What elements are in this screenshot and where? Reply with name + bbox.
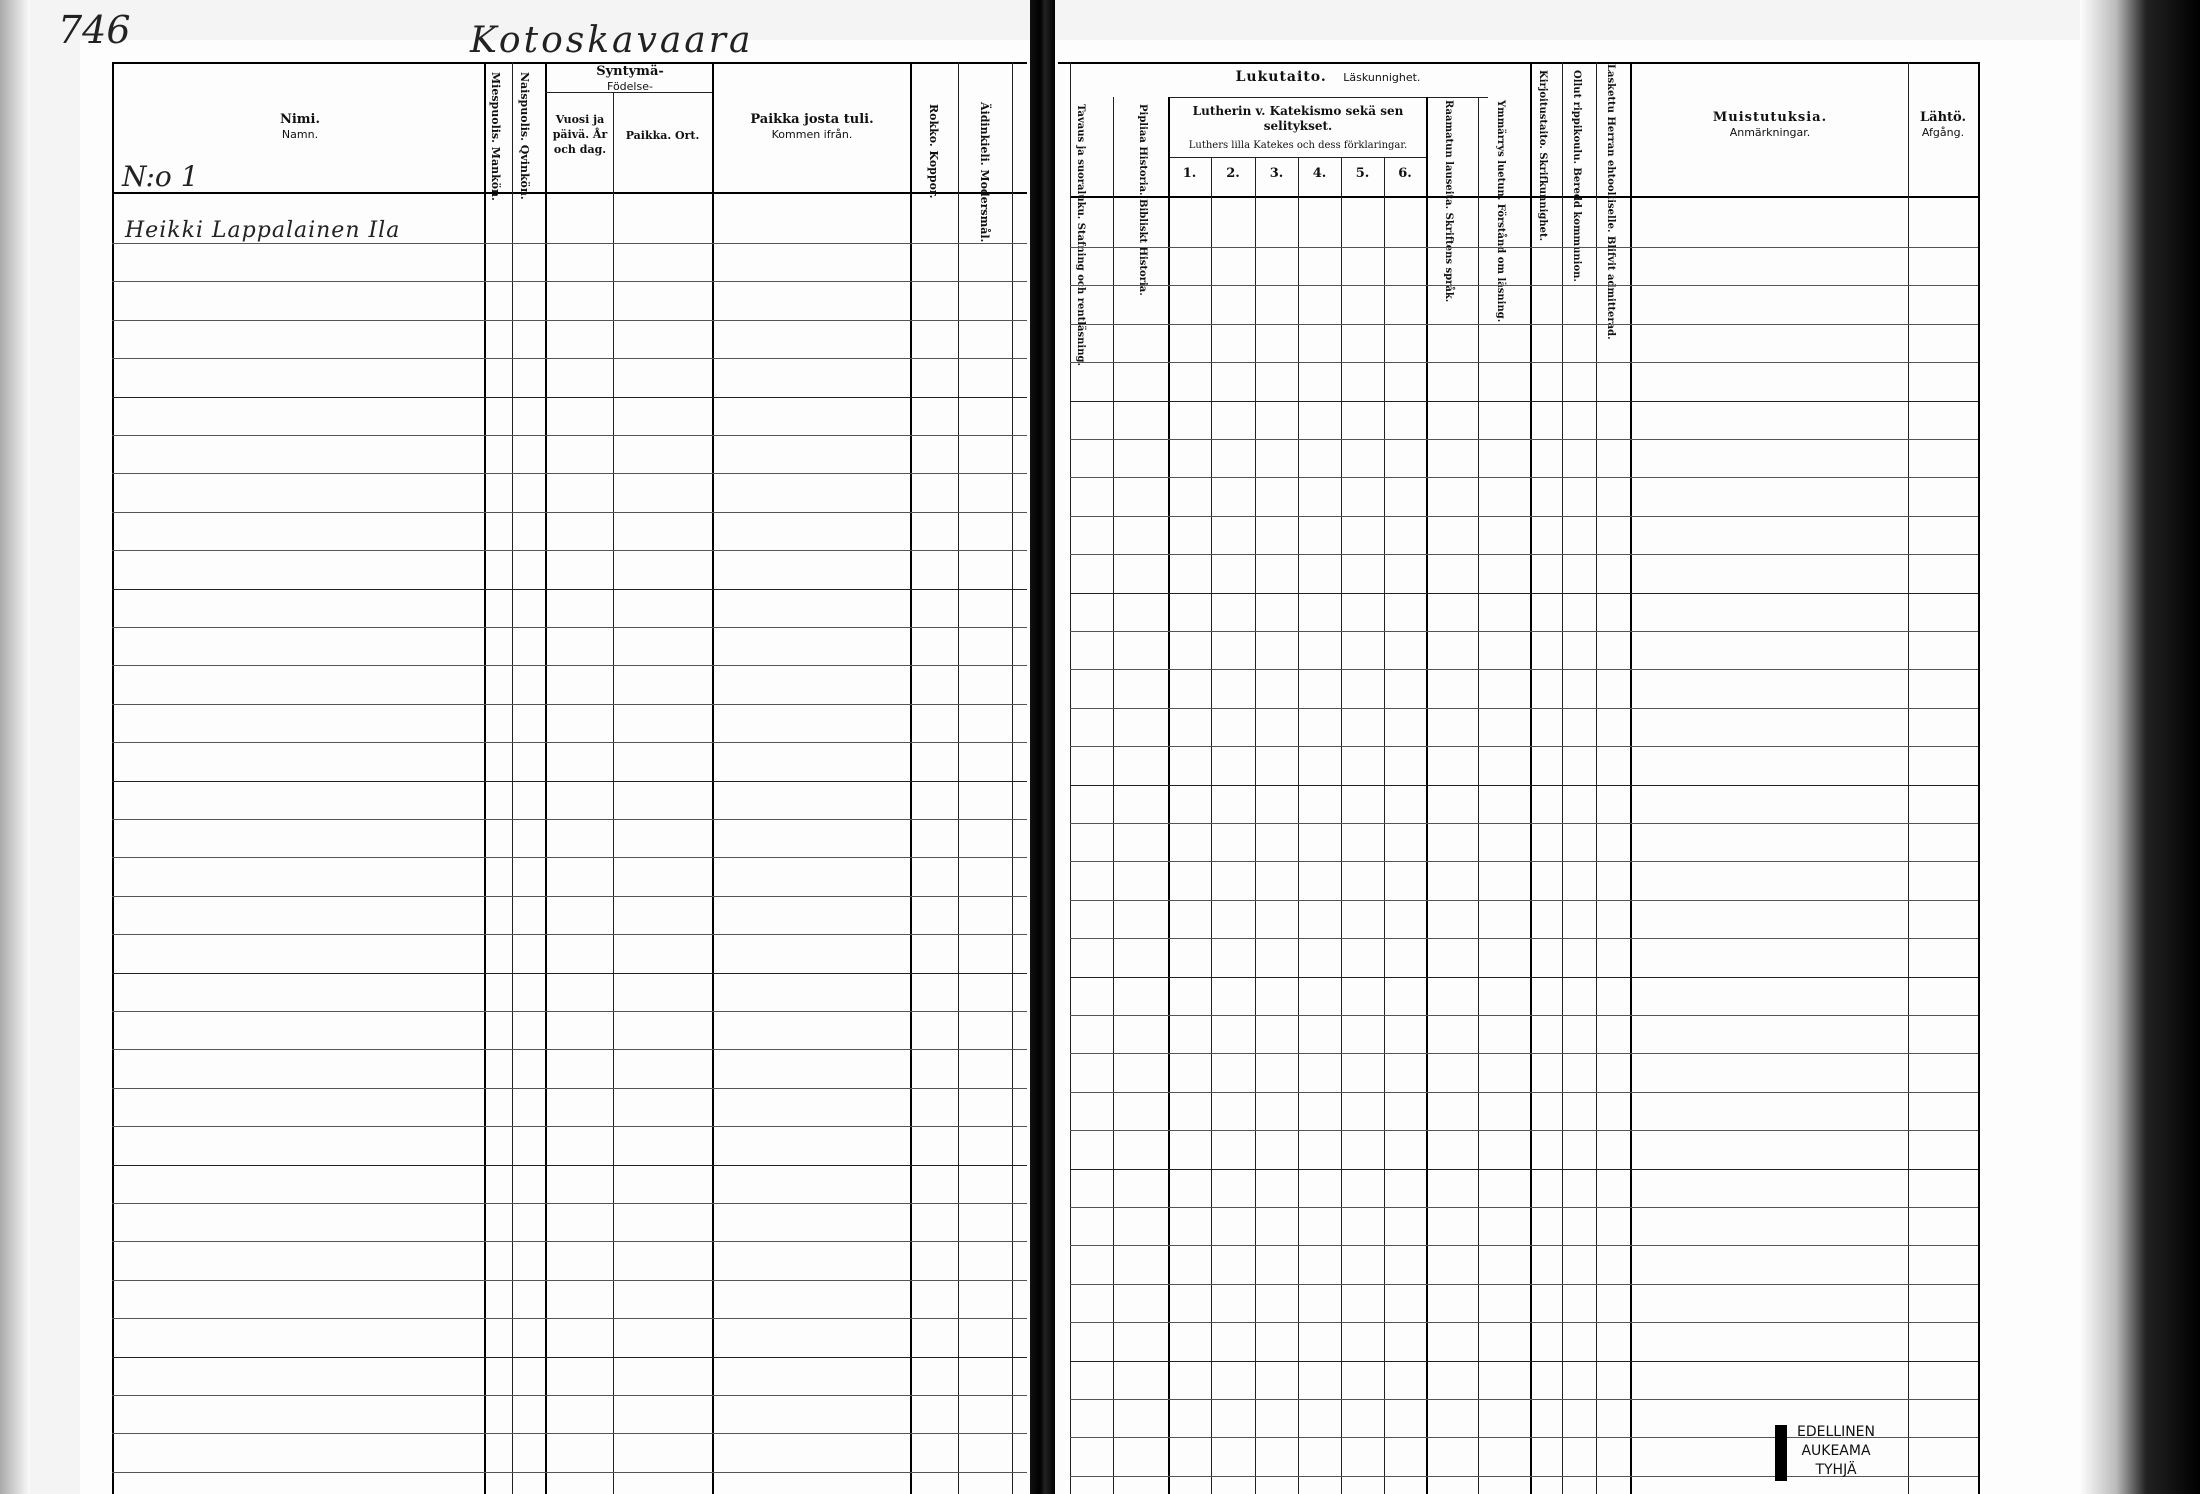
remarks-header-sv: Anmärkningar. — [1729, 126, 1811, 139]
village-title: Kotoskavaara — [470, 20, 754, 61]
birth-place-header: Paikka. Ort. — [625, 129, 700, 142]
left-row-line — [112, 281, 1027, 282]
left-row-line — [112, 742, 1027, 743]
right-row-line — [1070, 1053, 1978, 1054]
right-row-line — [1070, 1130, 1978, 1131]
right-row-line — [1070, 1015, 1978, 1016]
left-row-line — [112, 589, 1027, 590]
right-row-line — [1070, 401, 1978, 402]
left-row-line — [112, 1203, 1027, 1204]
left-row-line — [112, 550, 1027, 551]
right-row-line — [1070, 247, 1978, 248]
left-row-line — [112, 1088, 1027, 1089]
right-row-line — [1070, 785, 1978, 786]
left-row-line — [112, 1126, 1027, 1127]
right-col-line — [1211, 157, 1212, 1494]
entry-name: Heikki Lappalainen Ila — [125, 218, 401, 243]
stamp-line-1: EDELLINEN — [1797, 1424, 1875, 1440]
communion-given-header: Laskettu Herran ehtoolliselle. Blifvit admitterad. — [1605, 64, 1616, 340]
right-col-line — [1341, 157, 1342, 1494]
left-row-line — [112, 665, 1027, 666]
stamp-line-2: AUKEAMA — [1801, 1443, 1871, 1459]
mother-tongue-header: Äidinkieli. Modersmål. — [978, 102, 991, 243]
communion-prepared-header: Ollut rippikoulu. Beredd kommunion. — [1571, 70, 1582, 282]
right-row-line — [1070, 285, 1978, 286]
women-header: Naispuolis. Qvinkön. — [518, 72, 531, 200]
right-col-line — [1978, 62, 1980, 1494]
book-gutter — [1030, 0, 1055, 1494]
right-row-line — [1070, 861, 1978, 862]
left-row-line — [112, 512, 1027, 513]
right-row-line — [1070, 669, 1978, 670]
left-page — [80, 40, 1030, 1494]
right-row-line — [1070, 439, 1978, 440]
catechism-col-1: 1. — [1182, 166, 1197, 181]
understanding-header: Ymmärrys luetun. Förstånd om läsning. — [1495, 100, 1506, 323]
left-row-line — [112, 243, 1027, 244]
departure-header-sv: Afgång. — [1921, 126, 1965, 139]
writing-header: Kirjoitustaito. Skrifkunnighet. — [1537, 70, 1548, 242]
name-header — [230, 112, 370, 142]
left-row-line — [112, 1280, 1027, 1281]
left-row-line — [112, 358, 1027, 359]
left-row-line — [112, 1318, 1027, 1319]
left-row-line — [112, 934, 1027, 935]
right-row-line — [1070, 477, 1978, 478]
page-left-edge — [0, 0, 30, 1494]
catechism-number-line — [1168, 157, 1426, 158]
left-row-line — [112, 1395, 1027, 1396]
right-row-line — [1070, 1245, 1978, 1246]
empty-spread-stamp — [1775, 1423, 1885, 1483]
page-number: 746 — [58, 8, 131, 52]
left-row-line — [112, 320, 1027, 321]
right-row-line — [1070, 1092, 1978, 1093]
name-header-sv: Namn. — [281, 128, 319, 141]
left-header-bottom — [112, 192, 1027, 194]
left-col-line — [613, 92, 614, 1494]
scripture-header: Raamatun lauseita. Skriftens språk. — [1443, 100, 1454, 303]
stamp-bar — [1775, 1425, 1787, 1481]
catechism-col-2: 2. — [1226, 166, 1240, 181]
catechism-header-sv: Luthers lilla Katekes och dess förklaringar. — [1188, 140, 1408, 151]
left-row-line — [112, 1011, 1027, 1012]
birth-header — [560, 64, 700, 94]
left-row-line — [112, 704, 1027, 705]
catechism-col-4: 4. — [1312, 166, 1327, 181]
left-row-line — [112, 973, 1027, 974]
departure-header — [1910, 110, 1976, 140]
right-row-line — [1070, 746, 1978, 747]
right-row-line — [1070, 593, 1978, 594]
remarks-header-fi: Muistutuksia. — [1712, 110, 1828, 125]
right-page — [1055, 40, 2110, 1494]
right-header-bottom — [1070, 196, 1978, 198]
left-row-line — [112, 1472, 1027, 1473]
left-row-line — [112, 819, 1027, 820]
literacy-header-fi: Lukutaito. — [1235, 69, 1327, 85]
right-col-line — [1255, 157, 1256, 1494]
right-row-line — [1070, 1169, 1978, 1170]
right-row-line — [1070, 900, 1978, 901]
left-row-line — [112, 1241, 1027, 1242]
right-row-line — [1070, 554, 1978, 555]
catechism-header-fi: Lutherin v. Katekismo sekä sen selitykset. — [1192, 104, 1404, 133]
bible-history-header: Pipliaa Historia. Bibliskt Historia. — [1137, 104, 1148, 296]
right-col-line — [1384, 157, 1385, 1494]
right-row-line — [1070, 631, 1978, 632]
spelling-header: Tavaus ja suoraluku. Stafning och rentläsning. — [1075, 104, 1086, 366]
stamp-text — [1791, 1423, 1881, 1480]
left-row-line — [112, 397, 1027, 398]
right-col-line — [1596, 62, 1597, 1494]
literacy-subheader-line — [1168, 97, 1488, 98]
right-row-line — [1070, 1207, 1978, 1208]
right-col-line — [1630, 62, 1632, 1494]
came-from-header-fi: Paikka josta tuli. — [750, 112, 874, 127]
left-row-line — [112, 1165, 1027, 1166]
left-row-line — [112, 781, 1027, 782]
smallpox-header: Rokko. Koppor. — [927, 104, 940, 199]
right-row-line — [1070, 516, 1978, 517]
right-row-line — [1070, 324, 1978, 325]
catechism-col-5: 5. — [1355, 166, 1370, 181]
right-col-line — [1562, 62, 1563, 1494]
page-right-edge — [2080, 0, 2200, 1494]
right-row-line — [1070, 1361, 1978, 1362]
left-row-line — [112, 1049, 1027, 1050]
left-row-line — [112, 473, 1027, 474]
literacy-header-sv: Läskunnighet. — [1343, 71, 1421, 84]
literacy-header — [1168, 70, 1488, 85]
stamp-line-3: TYHJÄ — [1815, 1462, 1857, 1478]
right-row-line — [1070, 977, 1978, 978]
left-row-line — [112, 435, 1027, 436]
right-col-line — [1530, 62, 1532, 1494]
name-header-fi: Nimi. — [279, 112, 321, 127]
birth-header-sv: Födelse- — [607, 80, 653, 93]
birth-header-fi: Syntymä- — [596, 64, 664, 79]
right-col-line — [1298, 157, 1299, 1494]
came-from-header — [722, 112, 902, 142]
right-row-line — [1070, 1322, 1978, 1323]
entry-number: N:o 1 — [122, 160, 199, 193]
right-row-line — [1070, 1399, 1978, 1400]
right-row-line — [1070, 1284, 1978, 1285]
catechism-col-6: 6. — [1398, 166, 1412, 181]
men-header: Miespuolis. Mankön. — [489, 72, 502, 201]
right-col-line — [1070, 62, 1071, 1494]
right-col-line — [1908, 62, 1909, 1494]
right-top-border — [1058, 62, 1978, 64]
left-row-line — [112, 627, 1027, 628]
left-row-line — [112, 896, 1027, 897]
left-row-line — [112, 1433, 1027, 1434]
right-row-line — [1070, 362, 1978, 363]
right-row-line — [1070, 823, 1978, 824]
left-row-line — [112, 1357, 1027, 1358]
came-from-header-sv: Kommen ifrån. — [771, 128, 853, 141]
left-row-line — [112, 857, 1027, 858]
remarks-header — [1690, 110, 1850, 140]
right-row-line — [1070, 708, 1978, 709]
right-row-line — [1070, 938, 1978, 939]
departure-header-fi: Lähtö. — [1920, 110, 1966, 125]
birth-date-header: Vuosi ja päivä. År och dag. — [552, 113, 608, 156]
catechism-col-3: 3. — [1269, 166, 1284, 181]
